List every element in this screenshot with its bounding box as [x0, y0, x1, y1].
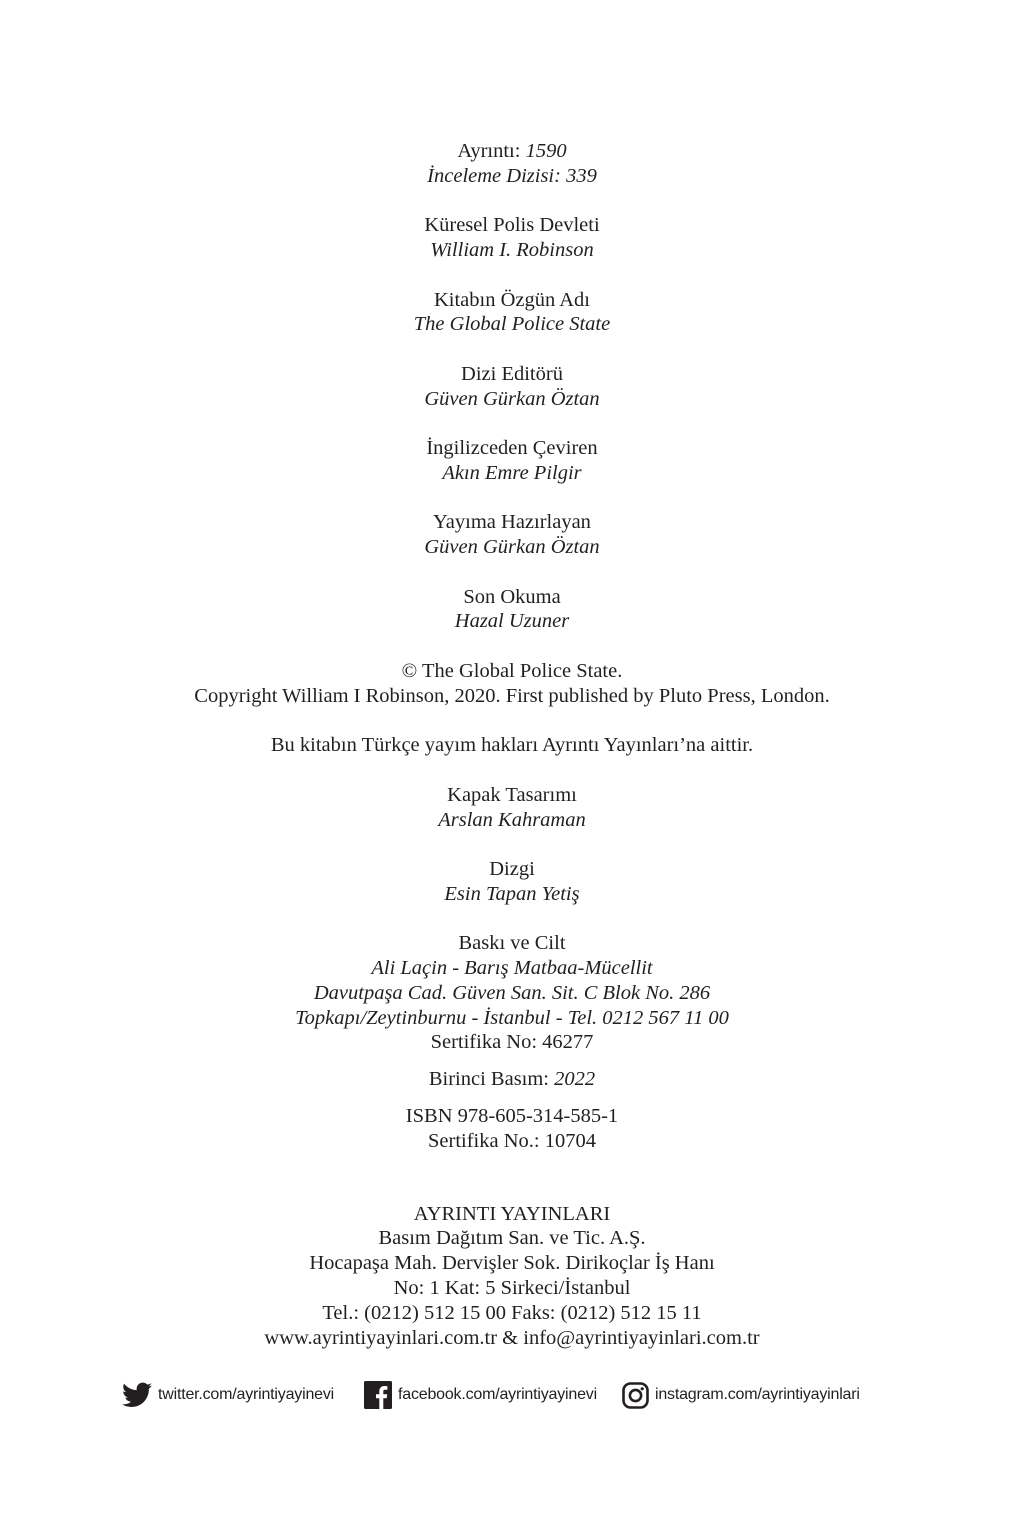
publisher-phone: Tel.: (0212) 512 15 00 Faks: (0212) 512 15 11 [322, 1301, 702, 1324]
twitter-handle: twitter.com/ayrintiyayinevi [158, 1386, 334, 1403]
original-title-block [0, 288, 1024, 338]
social-facebook[interactable] [364, 1378, 597, 1412]
print-label: Baskı ve Cilt [458, 932, 566, 955]
publisher-block [0, 1202, 1024, 1351]
publisher-company: Basım Dağıtım San. ve Tic. A.Ş. [378, 1227, 646, 1250]
edition-line [0, 1067, 1024, 1092]
edition-block [0, 1067, 1024, 1092]
typesetter: Esin Tapan Yetiş [444, 882, 580, 905]
edition-year: 2022 [554, 1068, 596, 1091]
copyright-block [0, 659, 1024, 709]
social-twitter[interactable] [122, 1378, 334, 1412]
rights-statement: Bu kitabın Türkçe yayım hakları Ayrıntı Yayınları’na aittir. [270, 734, 754, 757]
facebook-handle: facebook.com/ayrintiyayinevi [398, 1386, 597, 1403]
printer-line: Ali Laçin - Barış Matbaa-Mücellit [371, 957, 653, 980]
social-links [0, 1378, 1024, 1412]
subseries: İnceleme Dizisi: 339 [427, 164, 597, 187]
proofreading-block [0, 585, 1024, 635]
isbn-block [0, 1104, 1024, 1154]
copyright-line-2: Copyright William I Robinson, 2020. First published by Pluto Press, London. [194, 684, 830, 707]
typesetting-label: Dizgi [489, 858, 535, 881]
series-number: 1590 [525, 140, 567, 162]
cover-label: Kapak Tasarımı [447, 783, 577, 806]
original-title: The Global Police State [413, 313, 611, 336]
publisher-address-2: No: 1 Kat: 5 Sirkeci/İstanbul [393, 1277, 631, 1300]
certificate: Sertifika No.: 10704 [428, 1129, 596, 1152]
publisher-name: AYRINTI YAYINLARI [413, 1202, 611, 1225]
original-title-label: Kitabın Özgün Adı [433, 288, 590, 311]
edition-label: Birinci Basım: [428, 1068, 555, 1091]
printer-line: Davutpaşa Cad. Güven San. Sit. C Blok No. 286 [313, 981, 711, 1004]
printer-certificate: Sertifika No: 46277 [430, 1031, 594, 1054]
series-label: Ayrıntı: [457, 140, 526, 162]
rights-block [0, 733, 1024, 758]
title-block [0, 213, 1024, 263]
twitter-icon [122, 1382, 152, 1408]
imprint-content [0, 139, 1024, 1375]
prepared-block [0, 510, 1024, 560]
publisher-web[interactable]: www.ayrintiyayinlari.com.tr & info@ayrintiyayinlari.com.tr [264, 1326, 760, 1349]
series-line [0, 139, 1024, 164]
typesetting-block [0, 857, 1024, 907]
translator-block [0, 436, 1024, 486]
instagram-handle: instagram.com/ayrintiyayinlari [655, 1386, 860, 1403]
copyright-line-1: © The Global Police State. [401, 659, 623, 682]
book-title: Küresel Polis Devleti [424, 214, 600, 237]
series-block [0, 139, 1024, 189]
prepared-by: Güven Gürkan Öztan [424, 536, 600, 559]
cover-block [0, 783, 1024, 833]
social-instagram[interactable] [622, 1378, 860, 1412]
proofreading-label: Son Okuma [463, 585, 561, 608]
publisher-address-1: Hocapaşa Mah. Dervişler Sok. Dirikoçlar İş Hanı [309, 1252, 715, 1275]
printer-line: Topkapı/Zeytinburnu - İstanbul - Tel. 0212 567 11 00 [295, 1006, 729, 1029]
series-editor: Güven Gürkan Öztan [424, 387, 600, 410]
translator-label: İngilizceden Çeviren [426, 437, 598, 460]
book-author: William I. Robinson [430, 239, 594, 262]
printing-block [0, 931, 1024, 1055]
instagram-icon [622, 1382, 649, 1409]
proofreader: Hazal Uzuner [454, 610, 570, 633]
prepared-label: Yayıma Hazırlayan [433, 511, 591, 534]
cover-designer: Arslan Kahraman [438, 808, 586, 831]
series-editor-block [0, 362, 1024, 412]
translator: Akın Emre Pilgir [442, 461, 582, 484]
isbn: ISBN 978-605-314-585-1 [405, 1105, 619, 1128]
facebook-icon [364, 1381, 392, 1409]
series-editor-label: Dizi Editörü [461, 362, 563, 385]
